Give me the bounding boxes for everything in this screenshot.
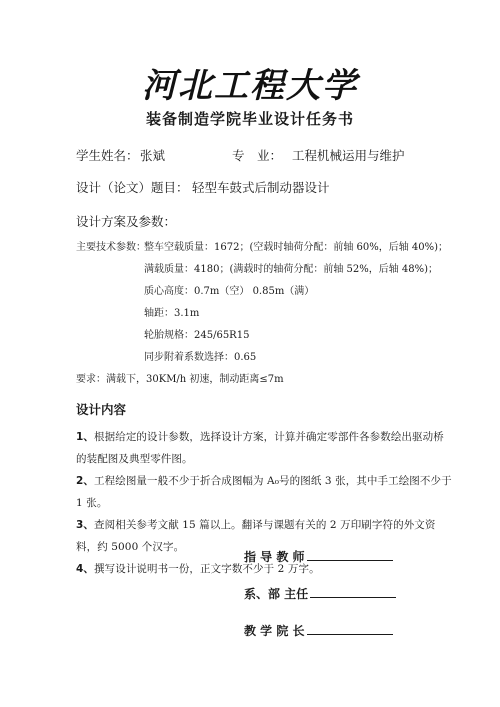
- scheme-heading: 设计方案及参数：: [76, 214, 177, 229]
- list-item: 2、工程绘图量一般不少于折合成图幅为 A₀号的图纸 3 张，其中手工绘图不少于 1 张。: [76, 475, 452, 509]
- param-line: 质心高度：0.7m（空） 0.85m（满）: [144, 286, 315, 297]
- requirement-line: 要求：满载下，30KM/h 初速，制动距离≤7m: [76, 374, 284, 385]
- list-item: 1、根据给定的设计参数，选择设计方案，计算并确定零部件各参数绘出驱动桥的装配图及典型零件图。: [76, 431, 444, 465]
- document-title: 装备制造学院毕业设计任务书: [145, 110, 354, 128]
- signature-blank[interactable]: [307, 548, 393, 561]
- major-value: 工程机械运用与维护: [292, 148, 405, 163]
- content-heading: 设计内容: [76, 402, 127, 417]
- university-logo-text: 河北工程大学: [142, 66, 358, 106]
- major-label: 专 业：: [232, 148, 283, 163]
- list-item: 3、查阅相关参考文献 15 篇以上。翻译与课题有关的 2 万印刷字符的外文资料，约 5000 个汉字。: [76, 519, 436, 553]
- params-label: 主要技术参数：: [76, 242, 146, 253]
- param-line: 满载质量：4180；(满载时的轴荷分配：前轴 52%，后轴 48%)；: [144, 264, 439, 275]
- list-item: 4、撰写设计说明书一份，正文字数不少于 2 万字。: [76, 563, 320, 575]
- param-line: 同步附着系数选择：0.65: [144, 352, 257, 363]
- param-line: 轴距：3.1m: [144, 308, 200, 319]
- dept-head-signature-line: 系、部 主任: [244, 585, 396, 602]
- signature-blank[interactable]: [310, 585, 396, 598]
- advisor-signature-line: 指 导 教 师: [244, 548, 393, 565]
- topic-label: 设计（论文）题目：: [76, 180, 189, 195]
- student-name-value: 张斌: [140, 148, 166, 163]
- topic-value: 轻型车鼓式后制动器设计: [192, 180, 330, 195]
- dean-signature-line: 教 学 院 长: [244, 622, 393, 639]
- signature-blank[interactable]: [307, 622, 393, 635]
- student-name-label: 学生姓名：: [76, 148, 139, 163]
- param-line: 轮胎规格：245/65R15: [144, 330, 250, 341]
- param-line: 整车空载质量：1672；(空载时轴荷分配：前轴 60%，后轴 40%)；: [144, 242, 449, 253]
